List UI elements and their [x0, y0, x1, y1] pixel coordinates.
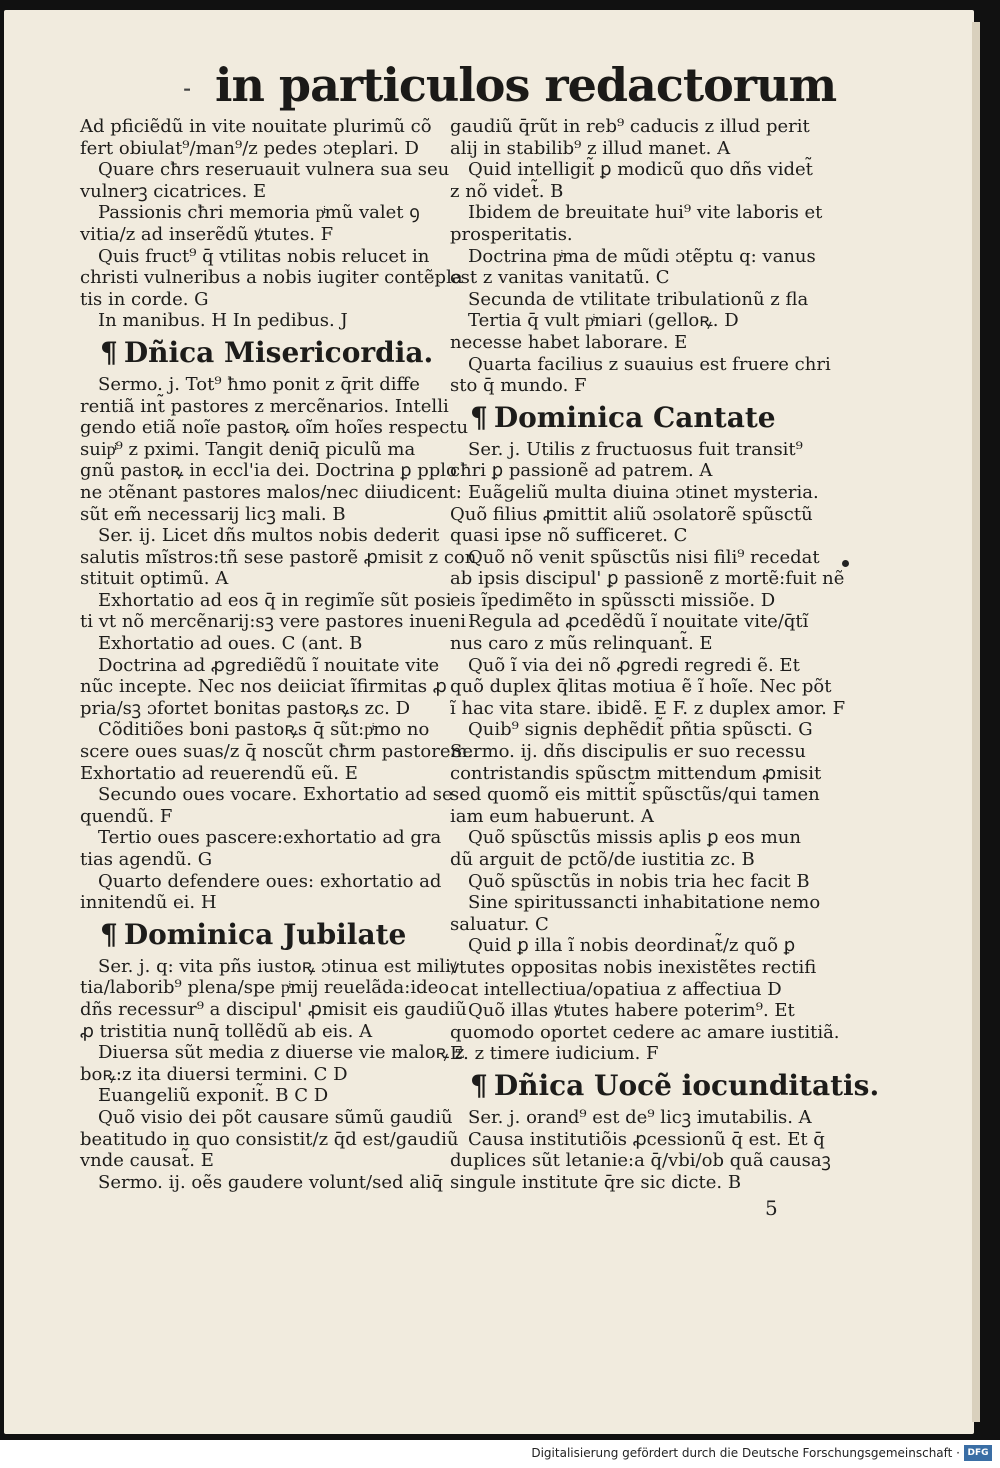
text-line: tias agendũ. G	[80, 849, 213, 870]
text-line: quõ duplex q̄litas motiua ẽ ĩ hoĩe. Nec põt	[450, 676, 832, 698]
footer-bar	[0, 1440, 1000, 1468]
text-line: Ser. ij. Licet dñs multos nobis dederit	[98, 525, 440, 547]
text-line: rentiã int̃ pastores z mercẽnarios. Intelli	[80, 395, 449, 417]
paragraph-mark-icon: ¶	[470, 1068, 488, 1102]
text-line: Causa institutiõis ꝓcessionũ q̄ est. Et q̄	[468, 1128, 825, 1150]
section-heading: ¶ Dñica Misericordia.	[100, 335, 434, 369]
text-line: Quõ nõ venit spũsctũs nisi fili⁹ recedat	[468, 546, 820, 568]
paragraph-mark-icon: ¶	[100, 917, 118, 951]
folio-number: 5	[765, 1196, 778, 1220]
text-line: Tertio oues pascere:exhortatio ad gra	[98, 827, 442, 849]
text-line: Doctrina pͥma de mũdi ɔtẽptu q: vanus	[468, 245, 816, 267]
text-line: Euãgeliũ multa diuina ɔtinet mysteria.	[468, 481, 819, 503]
text-line: Sermo. j. Tot⁹ ħmo ponit z q̄rit diffe	[98, 373, 420, 395]
text-line: alij in stabilib⁹ z illud manet. A	[450, 137, 731, 159]
text-line: Exhortatio ad eos q̄ in regimĩe sũt posi	[98, 589, 452, 611]
text-line: ne ɔtẽnant pastores malos/nec diiudicent:	[80, 481, 462, 503]
running-head: in particulos redactorum	[215, 58, 837, 112]
text-line: saluatur. C	[450, 913, 549, 935]
text-line: quomodo oportet cedere ac amare iustitiã.	[450, 1021, 840, 1043]
text-line: In manibus. H In pedibus. J	[98, 310, 348, 332]
section-heading: ¶ Dñica Uocẽ iocunditatis.	[470, 1068, 880, 1102]
text-line: vulnerꝫ cicatrices. E	[80, 180, 267, 202]
text-line: quendũ. F	[80, 805, 173, 827]
text-line: est z vanitas vanitatũ. C	[450, 267, 670, 289]
text-line: Exhortatio ad oues. C (ant. B	[98, 633, 363, 655]
text-line: Exhortatio ad reuerendũ eũ. E	[80, 762, 358, 784]
text-line: Ad pficiẽdũ in vite nouitate plurimũ cõ	[80, 116, 432, 137]
text-line: Quõ filius ꝓmittit aliũ ɔsolatorẽ spũsctũ	[450, 503, 813, 525]
text-line: Sine spiritussancti inhabitatione nemo	[468, 892, 821, 914]
text-line: suipͥ⁹ z pximi. Tangit deniq̄ piculũ ma	[80, 438, 416, 460]
text-line: beatitudo in quo consistit/z q̄d est/gaudiũ	[80, 1128, 459, 1150]
text-line: Secunda de vtilitate tribulationũ z fla	[468, 288, 809, 310]
text-line: Quõ spũsctũs in nobis tria hec facit B	[468, 870, 810, 892]
text-line: Sermo. ij. oẽs gaudere volunt/sed aliq̄	[98, 1171, 443, 1193]
head-mark: ⁃	[182, 78, 192, 102]
ink-dot	[842, 560, 849, 567]
dfg-logo-icon: DFG	[964, 1445, 992, 1461]
text-line: salutis mĩstros:tñ sese pastorẽ ꝓmisit z con	[80, 546, 477, 568]
text-line: Ser. j. Utilis z fructuosus fuit transit⁹	[468, 438, 803, 460]
text-line: boꝶ:z ita diuersi termini. C D	[80, 1063, 348, 1085]
text-line: gendo etiã noĩe pastoꝶ oĩm hoĩes respectu	[80, 417, 469, 439]
text-line: eis ĩpedimẽto in spũsscti missiõe. D	[450, 589, 776, 611]
text-line: Quarto defendere oues: exhortatio ad	[98, 870, 442, 892]
text-line: quasi ipse nõ sufficeret. C	[450, 525, 688, 547]
text-line: Quõ visio dei põt causare sũmũ gaudiũ	[98, 1106, 453, 1128]
text-line: innitendũ ei. H	[80, 892, 217, 914]
text-line: gaudiũ q̄rũt in reb⁹ caducis z illud perit	[450, 116, 810, 137]
text-line: Quõ ĩ via dei nõ ꝓgredi regredi ẽ. Et	[468, 654, 800, 676]
text-line: vitia/z ad inserẽdũ ꝟtutes. F	[80, 223, 334, 245]
left-column	[80, 116, 477, 1193]
text-line: gnũ pastoꝶ in eccl'ia dei. Doctrina ꝑ pplo	[80, 460, 457, 482]
section-heading: ¶ Dominica Jubilate	[100, 917, 407, 951]
text-line: Quid intelligit̃ ꝑ modicũ quo dñs videt̃	[468, 159, 813, 181]
text-line: ꝟtutes oppositas nobis inexistẽtes rectifi	[450, 956, 817, 978]
text-line: Ibidem de breuitate hui⁹ vite laboris et	[468, 202, 823, 224]
text-line: Quõ illas ꝟtutes habere poterim⁹. Et	[468, 1000, 795, 1022]
text-line: Secundo oues vocare. Exhortatio ad se	[98, 784, 453, 806]
text-line: nũc incepte. Nec nos deiiciat ĩfirmitas ꝓ	[80, 676, 447, 698]
text-line: Regula ad ꝓcedẽdũ ĩ nouitate vite/q̄tĩ	[468, 611, 809, 633]
text-line: sed quomõ eis mittit̃ spũsctũs/qui tamen	[450, 784, 820, 806]
text-line: prosperitatis.	[450, 223, 573, 245]
text-line: Passionis cħri memoria pͥmũ valet ꝯ	[98, 202, 420, 224]
text-line: ti vt nõ mercẽnarij:sꝫ vere pastores inueni	[80, 611, 467, 633]
text-line: dũ arguit de pctõ/de iustitia zc. B	[450, 849, 755, 870]
section-heading: ¶ Dominica Cantate	[470, 400, 776, 434]
text-line: stituit optimũ. A	[80, 568, 229, 590]
text-line: Quarta facilius z suauius est fruere chri	[468, 353, 831, 375]
text-line: fert obiulat⁹/man⁹/z pedes ɔteplari. D	[80, 137, 419, 159]
text-line: sũt em̃ necessarij licꝫ mali. B	[80, 503, 346, 525]
text-line: ĩ hac vita stare. ibidẽ. E F. z duplex amor. F	[450, 697, 846, 719]
text-line: Diuersa sũt media z diuerse vie maloꝶ z	[98, 1042, 465, 1064]
paragraph-mark-icon: ¶	[100, 335, 118, 369]
text-line: cħri ꝑ passionẽ ad patrem. A	[450, 460, 713, 482]
text-line: singule institute q̄re sic dicte. B	[450, 1171, 742, 1193]
text-line: contristandis spũsctm mittendum ꝓmisit	[450, 762, 822, 784]
text-line: vnde causat̃. E	[80, 1150, 214, 1172]
text-line: z nõ videt̃. B	[450, 180, 564, 202]
text-line: Ser. j. q: vita pñs iustoꝶ ɔtinua est mili	[98, 955, 451, 977]
text-line: Sermo. ij. dñs discipulis er suo recessu	[450, 741, 806, 763]
text-line: cat intellectiua/opatiua z affectiua D	[450, 978, 782, 1000]
text-line: Quare cħrs reseruauit vulnera sua seu	[98, 159, 450, 181]
text-line: sto q̄ mundo. F	[450, 375, 587, 397]
text-line: ꝓ tristitia nunq̄ tollẽdũ ab eis. A	[80, 1020, 373, 1042]
text-line: Quib⁹ signis dephẽdit̃ pñtia spũscti. G	[468, 719, 813, 741]
text-line: christi vulneribus a nobis iugiter contẽpla	[80, 267, 463, 289]
text-line: nus caro z mũs relinquant̃. E	[450, 633, 713, 655]
text-line: duplices sũt letanie:a q̄/vbi/ob quã causaꝫ	[450, 1150, 831, 1172]
text-line: scere oues suas/z q̄ noscũt cħrm pastorem.	[80, 741, 474, 763]
text-line: Quid ꝑ illa ĩ nobis deordinat̃/z quõ ꝑ	[468, 935, 796, 957]
text-line: Doctrina ad ꝓgrediẽdũ ĩ nouitate vite	[98, 654, 440, 676]
page-edge	[972, 22, 980, 1422]
text-line: dñs recessur⁹ a discipul' ꝓmisit eis gaudiũ	[80, 998, 467, 1020]
text-line: Ser. j. orand⁹ est de⁹ licꝫ imutabilis. A	[468, 1106, 812, 1128]
text-line: pria/sꝫ ɔfortet bonitas pastoꝶs zc. D	[80, 697, 411, 719]
paragraph-mark-icon: ¶	[470, 400, 488, 434]
text-line: necesse habet laborare. E	[450, 331, 688, 353]
text-line: tia/laborib⁹ plena/spe pͥmij reuelãda:ideo	[80, 977, 450, 999]
text-line: tis in corde. G	[80, 288, 209, 310]
text-line: Quõ spũsctũs missis aplis ꝑ eos mun	[468, 827, 801, 849]
text-line: Quis fruct⁹ q̄ vtilitas nobis relucet in	[98, 245, 430, 267]
text-line: ab ipsis discipul' ꝑ passionẽ z mortẽ:fuit nẽ	[450, 568, 845, 590]
text-line: E. z timere iudicium. F	[450, 1043, 659, 1065]
funding-note: Digitalisierung gefördert durch die Deutsche Forschungsgemeinschaft ·	[531, 1446, 960, 1460]
text-line: Euangeliũ exponit̃. B C D	[98, 1085, 329, 1107]
text-line: Cõditiões boni pastoꝶs q̄ sũt:pͥmo no	[98, 719, 430, 741]
right-column	[450, 116, 880, 1193]
text-line: iam eum habuerunt. A	[450, 805, 654, 827]
text-line: Tertia q̄ vult pͥmiari (gelloꝶ. D	[468, 310, 739, 332]
